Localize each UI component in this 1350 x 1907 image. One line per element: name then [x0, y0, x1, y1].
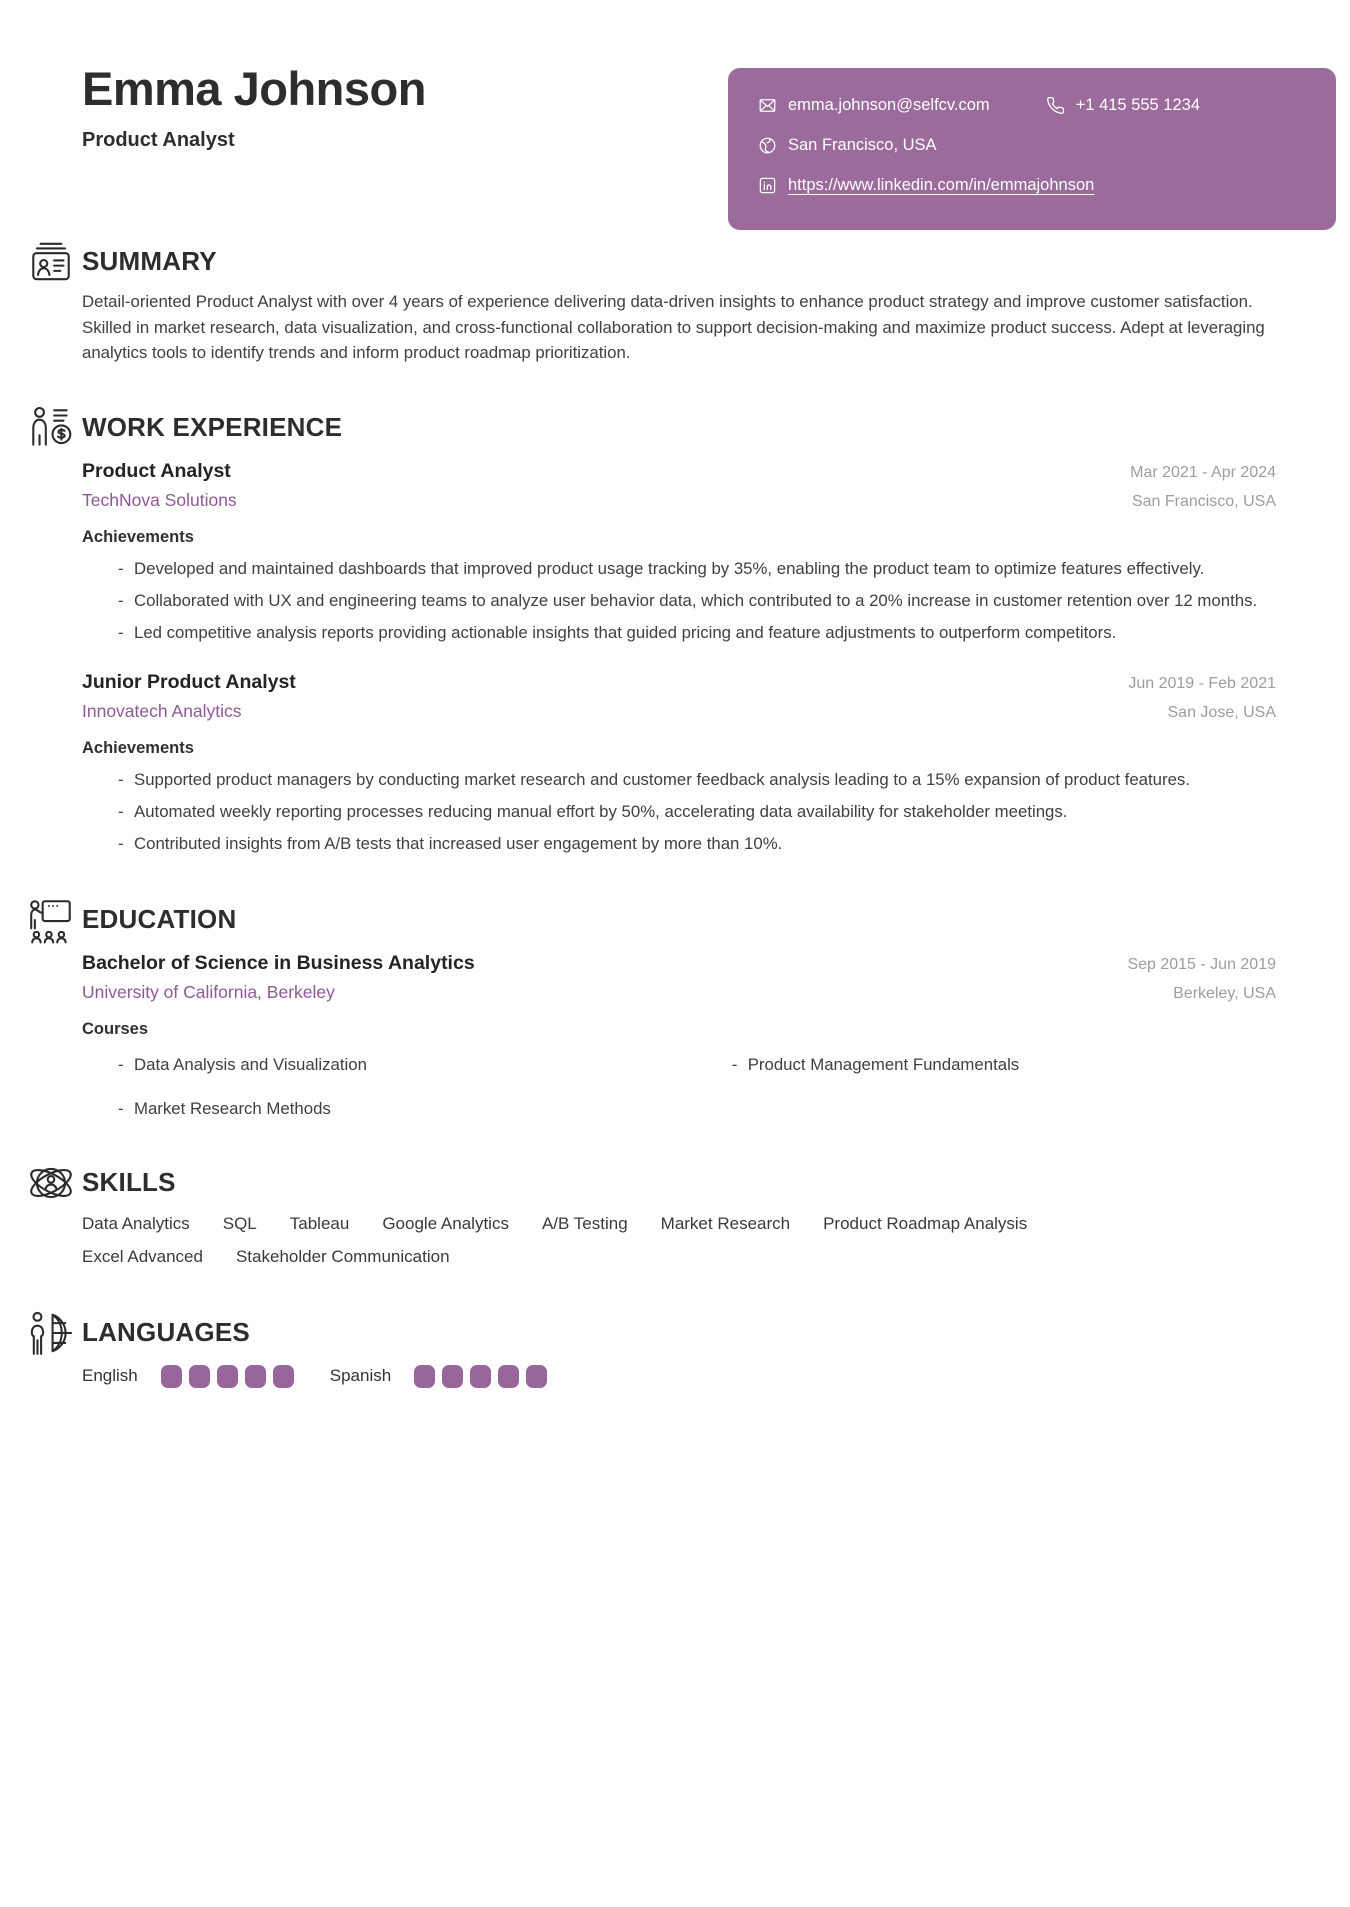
skill-item: Excel Advanced — [82, 1246, 203, 1266]
level-square — [273, 1365, 294, 1388]
phone-text: +1 415 555 1234 — [1075, 96, 1201, 114]
person-salary-icon — [26, 403, 76, 453]
job-title: Product Analyst — [82, 459, 231, 482]
person-globe-icon — [26, 1308, 76, 1358]
language-level-squares — [161, 1365, 294, 1388]
summary-heading: SUMMARY — [82, 246, 217, 276]
degree-title: Bachelor of Science in Business Analytics — [82, 951, 475, 974]
section-work-experience — [82, 412, 1276, 856]
level-square — [217, 1365, 238, 1388]
section-summary — [82, 246, 1276, 366]
languages-list — [82, 1365, 1276, 1388]
school-name: University of California, Berkeley — [82, 981, 335, 1002]
education-location: Berkeley, USA — [1173, 984, 1276, 1002]
language-name: English — [82, 1366, 138, 1385]
level-square — [526, 1365, 547, 1388]
achievements-label: Achievements — [82, 738, 194, 757]
phone-icon — [1046, 96, 1065, 115]
contact-linkedin — [758, 172, 1094, 199]
section-education — [82, 904, 1276, 1121]
section-languages — [82, 1317, 1276, 1388]
course-item: - Product Management Fundamentals — [732, 1052, 1276, 1077]
person-job-title: Product Analyst — [82, 129, 235, 152]
identity — [82, 54, 426, 152]
course-item: - Data Analysis and Visualization — [118, 1052, 732, 1077]
achievement-item: - Supported product managers by conducting market research and customer feedback analysis leading to a 15% expansion of product features. — [118, 767, 1276, 792]
linkedin-icon — [758, 176, 777, 195]
language-item — [82, 1365, 294, 1388]
languages-heading: LANGUAGES — [82, 1316, 250, 1347]
achievement-item: - Automated weekly reporting processes reducing manual effort by 50%, accelerating data availability for stakeholder meetings. — [118, 799, 1276, 824]
location-text: San Francisco, USA — [788, 136, 937, 154]
level-square — [470, 1365, 491, 1388]
level-square — [414, 1365, 435, 1388]
skill-item: SQL — [222, 1213, 257, 1233]
education-heading: EDUCATION — [82, 903, 237, 934]
skill-item: Stakeholder Communication — [235, 1246, 450, 1266]
linkedin-link[interactable]: https://www.linkedin.com/in/emmajohnson — [788, 176, 1095, 194]
achievements-label: Achievements — [82, 527, 194, 546]
achievement-item: - Developed and maintained dashboards that improved product usage tracking by 35%, enabling the product team to optimize features effectively. — [118, 556, 1276, 581]
language-level-squares — [414, 1365, 547, 1388]
job-company: Innovatech Analytics — [82, 700, 242, 721]
job-entry — [82, 671, 1276, 856]
globe-icon — [758, 136, 777, 155]
achievements-list — [82, 556, 1276, 645]
achievement-item: - Led competitive analysis reports providing actionable insights that guided pricing and feature adjustments to outperform competitors. — [118, 620, 1276, 645]
job-location: San Francisco, USA — [1131, 492, 1276, 510]
level-square — [498, 1365, 519, 1388]
header — [82, 54, 1276, 230]
atom-mind-icon — [26, 1158, 76, 1208]
language-name: Spanish — [329, 1366, 392, 1385]
email-text: emma.johnson@selfcv.com — [788, 96, 990, 114]
contact-phone — [1046, 92, 1200, 119]
job-dates: Mar 2021 - Apr 2024 — [1130, 463, 1276, 481]
skill-item: Tableau — [289, 1213, 350, 1233]
course-item: - Market Research Methods — [118, 1096, 732, 1121]
level-square — [189, 1365, 210, 1388]
contact-row-3 — [758, 172, 1306, 199]
courses-list — [82, 1052, 1276, 1121]
person-name: Emma Johnson — [82, 62, 426, 115]
contact-email — [758, 92, 990, 119]
education-dates: Sep 2015 - Jun 2019 — [1127, 955, 1276, 973]
level-square — [161, 1365, 182, 1388]
skills-heading: SKILLS — [82, 1166, 176, 1197]
section-skills — [82, 1167, 1276, 1267]
skill-item: A/B Testing — [541, 1213, 628, 1233]
level-square — [442, 1365, 463, 1388]
work-heading: WORK EXPERIENCE — [82, 411, 343, 442]
mail-icon — [758, 96, 777, 115]
contact-location — [758, 132, 937, 159]
job-entry — [82, 460, 1276, 645]
id-card-icon — [26, 237, 76, 287]
achievement-item: - Collaborated with UX and engineering teams to analyze user behavior data, which contributed to a 20% increase in customer retention over 12 months. — [118, 588, 1276, 613]
skill-item: Data Analytics — [82, 1213, 190, 1233]
teacher-board-icon — [26, 895, 76, 945]
achievement-item: - Contributed insights from A/B tests that increased user engagement by more than 10%. — [118, 831, 1276, 856]
skill-item: Google Analytics — [382, 1213, 509, 1233]
skill-item: Market Research — [660, 1213, 791, 1233]
achievements-list — [82, 767, 1276, 856]
courses-label: Courses — [82, 1019, 149, 1038]
job-dates: Jun 2019 - Feb 2021 — [1128, 674, 1276, 692]
summary-text: Detail-oriented Product Analyst with over 4 years of experience delivering data-driven insights to enhance product strategy and improve customer satisfaction. Skilled in market research, data visualization, and cross-functional collaboration to support decision-making and maximize product success. Adept at leveraging analytics tools to identify trends and inform product roadmap prioritization. — [82, 292, 1265, 362]
level-square — [245, 1365, 266, 1388]
job-company: TechNova Solutions — [82, 489, 237, 510]
skills-list — [82, 1214, 1112, 1267]
education-entry — [82, 952, 1276, 1121]
language-item — [330, 1365, 547, 1388]
skill-item: Product Roadmap Analysis — [823, 1213, 1028, 1233]
job-location: San Jose, USA — [1167, 703, 1276, 721]
contact-row-1 — [758, 92, 1306, 119]
job-title: Junior Product Analyst — [82, 670, 296, 693]
contact-row-2 — [758, 132, 1306, 159]
contact-card — [728, 68, 1336, 230]
